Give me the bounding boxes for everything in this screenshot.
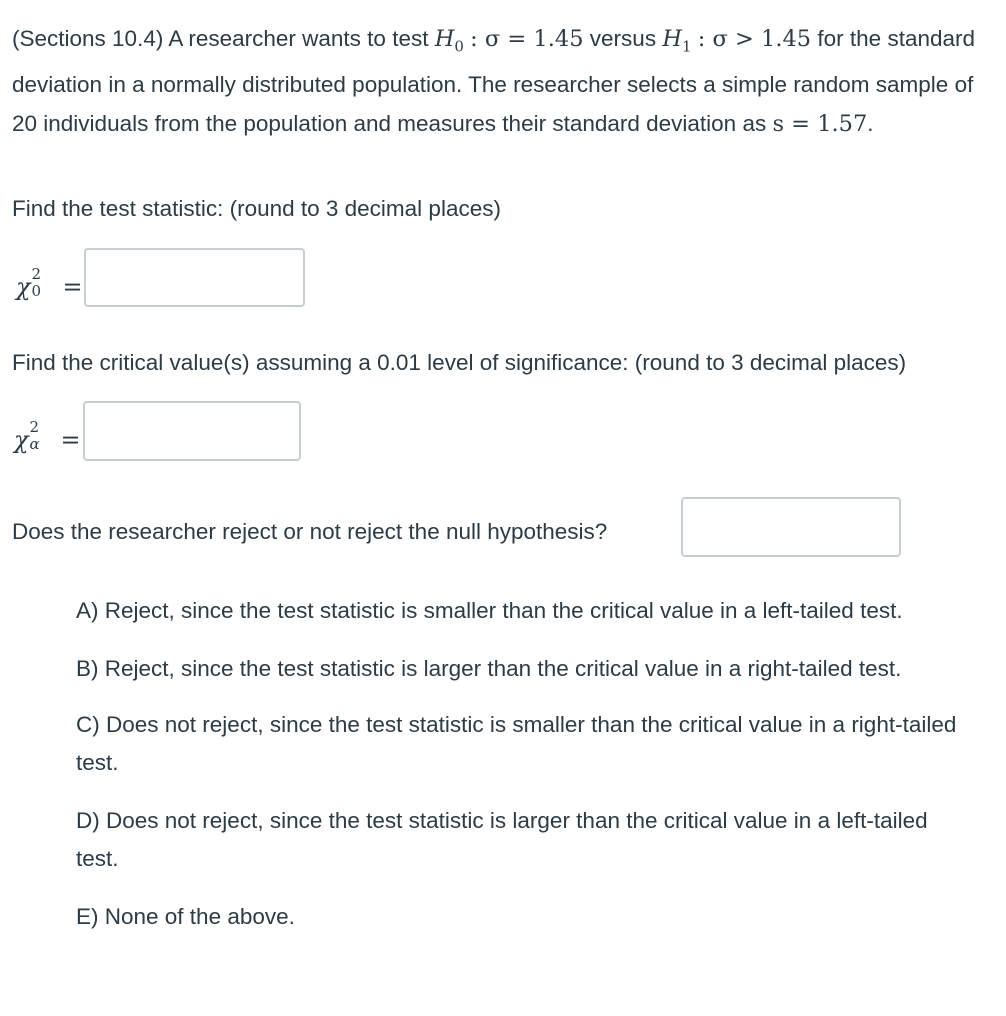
test-statistic-prompt: Find the test statistic: (round to 3 decimal places) <box>12 196 501 221</box>
h1-subscript: 1 <box>681 37 692 56</box>
null-hypothesis-expr: : σ = 1.45 <box>470 26 584 52</box>
alt-hypothesis-expr: : σ > 1.45 <box>697 26 812 52</box>
question-text <box>12 20 1002 143</box>
option-c: C) Does not reject, since the test statistic is smaller than the critical value in a right-tailed test. <box>76 712 957 775</box>
intro-part-2: for the standard deviation in a normally distributed population. The researcher selects a simple random sample of 20 individuals from the population and measures their standard deviation as <box>12 26 976 136</box>
chi-superscript: 2 <box>29 418 40 436</box>
option-b: B) Reject, since the test statistic is larger than the critical value in a right-tailed test. <box>76 656 902 681</box>
option-e: E) None of the above. <box>76 904 295 929</box>
h0-symbol: H <box>434 26 455 52</box>
versus-word: versus <box>589 26 657 51</box>
chi-symbol: χ <box>14 426 29 454</box>
equals-sign: = <box>60 426 81 454</box>
test-statistic-label <box>16 265 83 301</box>
chi-subscript: 0 <box>31 282 42 300</box>
end-period: . <box>867 110 874 136</box>
intro-part-1: A researcher wants to test <box>168 26 429 51</box>
chi-symbol: χ <box>16 273 31 301</box>
decision-input[interactable] <box>681 497 901 557</box>
sample-sd-expr: s = 1.57 <box>772 110 868 137</box>
chi-superscript: 2 <box>31 265 42 283</box>
option-a: A) Reject, since the test statistic is smaller than the critical value in a left-tailed test. <box>76 598 903 623</box>
alpha-subscript: α <box>29 435 40 453</box>
equals-sign: = <box>62 273 83 301</box>
h1-symbol: H <box>662 26 682 52</box>
critical-value-input[interactable] <box>83 401 301 461</box>
critical-value-label <box>14 418 81 454</box>
section-ref: (Sections 10.4) <box>12 26 164 51</box>
test-statistic-input[interactable] <box>84 248 305 307</box>
option-d: D) Does not reject, since the test statistic is larger than the critical value in a left-tailed test. <box>76 808 928 871</box>
h0-subscript: 0 <box>454 37 464 56</box>
decision-prompt: Does the researcher reject or not reject the null hypothesis? <box>12 519 608 544</box>
critical-value-prompt: Find the critical value(s) assuming a 0.01 level of significance: (round to 3 decimal places) <box>12 350 907 375</box>
